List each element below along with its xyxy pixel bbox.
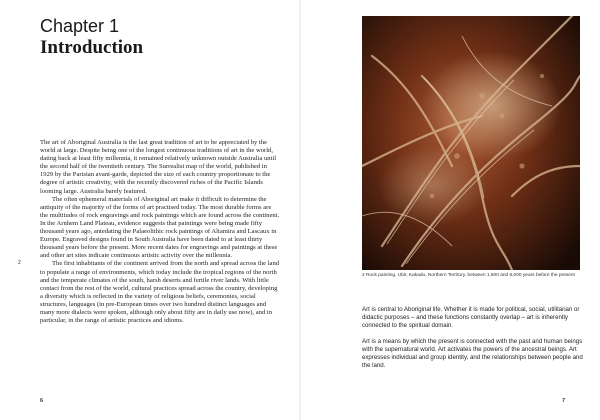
right-body-text [362,306,584,370]
left-paragraph-2: The often ephemeral materials of Aboriginal art make it difficult to determine the antiquity of the majority of the forms of art practised today. The most durable forms are the multitudes of rock engravings and rock paintings which are found across the continent. In the Arnhem Land Plateau, evidence suggests that paintings were being made fifty thousand years ago, antedating the Palaeolithic rock paintings of Altamira and Lascaux in Europe. Engraved designs found in South Australia have been dated to at least thirty thousand years before the present. More recent dates for engravings and paintings at these and other art sites indicate continuous artistic activity over the millennia. [40,195,280,260]
rock-painting-photo [362,16,580,270]
page-number-right: 7 [562,398,566,404]
chapter-title: Introduction [40,37,144,58]
right-paragraph-2: Art is a means by which the present is connected with the past and human beings with the supernatural world. Art activates the powers of the ancestral beings. Art expresses individual and group identity, and the relationships between people and the land. [362,338,583,369]
left-body-text [40,139,280,325]
rock-painting-image [362,16,580,270]
page-gutter [299,0,301,420]
left-paragraph-1: The art of Aboriginal Australia is the last great tradition of art to be appreciated by the world at large. Despite being one of the longest continuous traditions of art in the world, dating back at least fifty millennia, it remained relatively unknown outside Australia until the second half of the twentieth century. The Surrealist map of the world, published in 1929 by the Parisian avant-garde, depicted the size of each country proportionate to the degree of artistic creativity, with the recently discovered riches of the Pacific Islands looming large. Australia barely featured. [40,139,277,195]
right-paragraph-1: Art is central to Aboriginal life. Whether it is made for political, social, utilitarian or didactic purposes – and these functions constantly overlap – art is inherently connected to the spiritual domain. [362,306,580,329]
figure-caption: 2 Rock painting, Ubir, Kakadu, Northern Territory, between 1,500 and 6,000 years before the present [362,273,575,278]
chapter-label: Chapter 1 [40,16,120,36]
figure-reference-number: 2 [18,260,21,266]
page-number-left: 6 [40,398,44,404]
left-paragraph-3: The first inhabitants of the continent arrived from the north and spread across the land to populate a range of environments, which today include the tropical regions of the north and the temperate climates of the south, harsh deserts and fertile river lands. With little contact from the rest of the world, cultural practices spread across the country, developing a diversity which is reflected in the variety of religious beliefs, ceremonies, social structures, languages (in pre-European times over two hundred distinct languages and many more dialects were spoken, although only about fifty are in daily use now), and in particular, in the range of artistic practices and idioms. [40,260,280,325]
